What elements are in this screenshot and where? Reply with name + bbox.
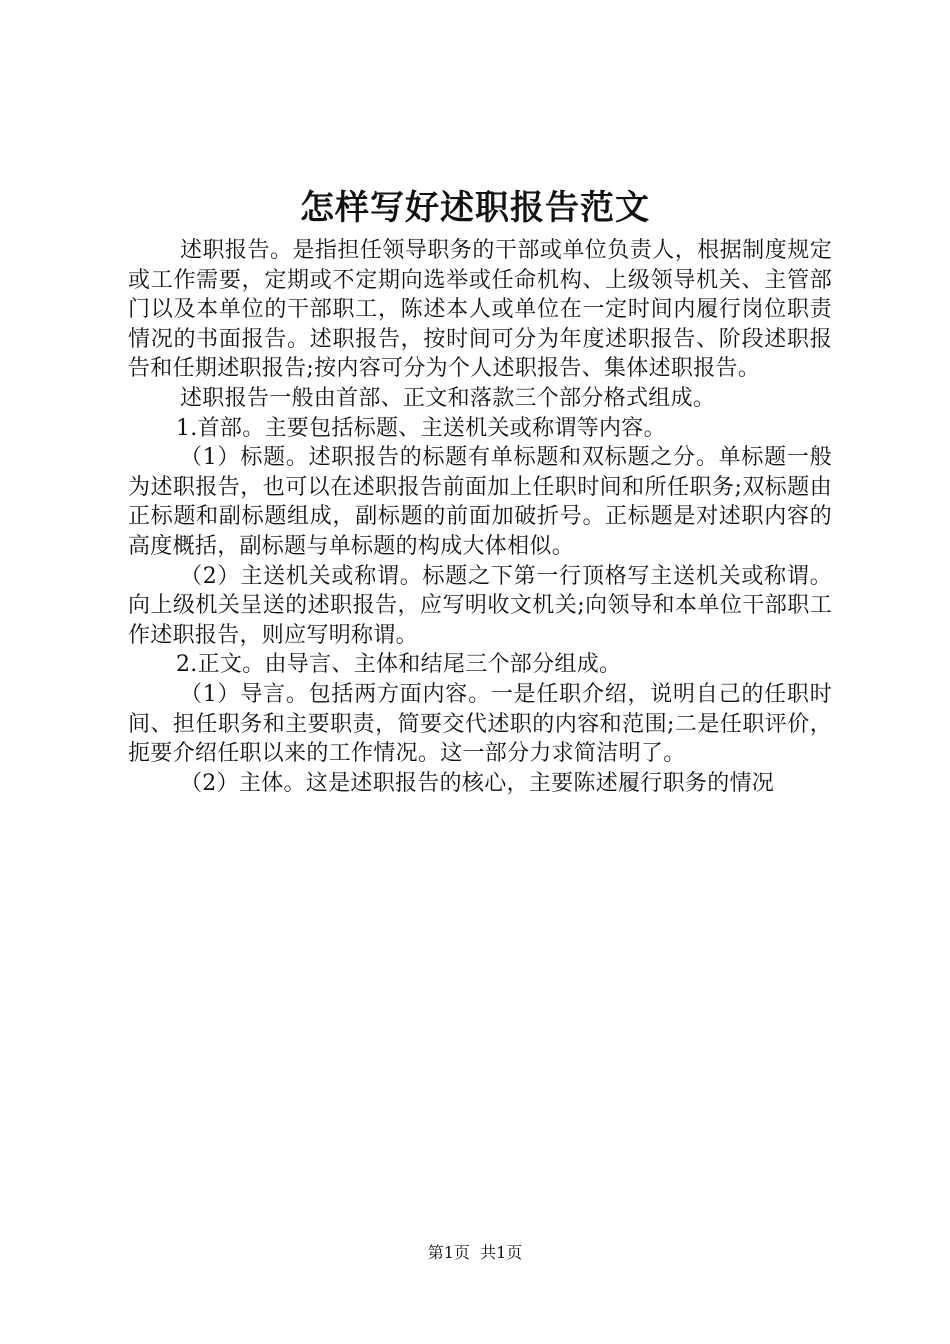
paragraph-structure: 述职报告一般由首部、正文和落款三个部分格式组成。 bbox=[180, 385, 716, 411]
paragraph-main-body: （2）主体。这是述职报告的核心，主要陈述履行职务的情况 bbox=[180, 770, 775, 796]
page-footer bbox=[0, 1242, 950, 1264]
paragraph-recipient-rules: （2）主送机关或称谓。标题之下第一行顶格写主送机关或称谓。向上级机关呈送的述职报告，应写明收文机关;向领导和本单位干部职工作述职报告，则应写明称谓。 bbox=[128, 563, 832, 648]
paragraph-introduction: （1）导言。包括两方面内容。一是任职介绍，说明自己的任职时间、担任职务和主要职责，简要交代述职的内容和范围;二是任职评价，扼要介绍任职以来的工作情况。这一部分力求简洁明了。 bbox=[128, 681, 832, 767]
document-title: 怎样写好述职报告范文 bbox=[300, 188, 650, 228]
document-body bbox=[128, 236, 832, 798]
paragraph-title-rules: （1）标题。述职报告的标题有单标题和双标题之分。单标题一般为述职报告，也可以在述职报告前面加上任职时间和所任职务;双标题由正标题和副标题组成，副标题的前面加破折号。正标题是对述职内容的高度概括，副标题与单标题的构成大体相似。 bbox=[128, 445, 832, 559]
page-number: 第1页 共1页 bbox=[427, 1243, 523, 1262]
paragraph-header-section: 1.首部。主要包括标题、主送机关或称谓等内容。 bbox=[176, 415, 666, 441]
paragraph-body-section: 2.正文。由导言、主体和结尾三个部分组成。 bbox=[176, 652, 622, 678]
paragraph-definition: 述职报告。是指担任领导职务的干部或单位负责人，根据制度规定或工作需要，定期或不定期向选举或任命机构、上级领导机关、主管部门以及本单位的干部职工，陈述本人或单位在一定时间内履行岗位职责情况的书面报告。述职报告，按时间可分为年度述职报告、阶段述职报告和任期述职报告;按内容可分为个人述职报告、集体述职报告。 bbox=[128, 238, 832, 382]
